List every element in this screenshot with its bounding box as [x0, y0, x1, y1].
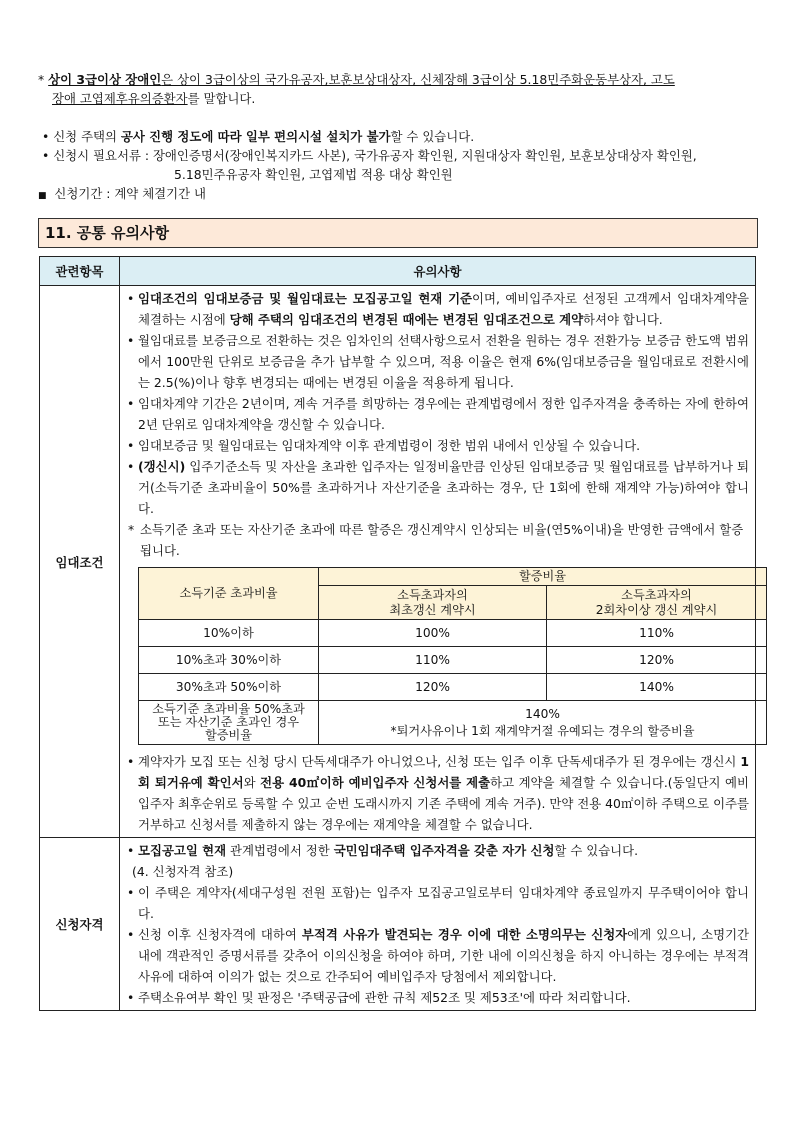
table-row: 10%이하 100% 110%: [139, 620, 767, 647]
table-header-row: [40, 257, 756, 286]
table-row: 10%초과 30%이하 110% 120%: [139, 647, 767, 674]
surcharge-header-rate: 할증비율: [319, 568, 767, 586]
bullet-construction: • 신청 주택의 공사 진행 정도에 따라 일부 편의시설 설치가 불가할 수 있습니다.: [38, 129, 475, 144]
list-item: • 신청 이후 신청자격에 대하여 부적격 사유가 발견되는 경우 이에 대한 소명의무는 신청자에게 있으니, 소명기간 내에 객관적인 증명서류를 갖추어 이의신청을 하여야 하며, 기한 내에 이의신청을 하지 아니하는 경우에는 부적격 사유에 대하여 이의가 없는 것으로 간주되어 예비입주자 당첨에서 제외합니다.: [124, 924, 749, 987]
surcharge-header-second: 소득초과자의 2회차이상 갱신 계약시: [547, 586, 767, 620]
surcharge-table: [138, 567, 767, 745]
category-lease: 임대조건: [40, 286, 120, 838]
table-row: [40, 286, 756, 838]
list-item: • 모집공고일 현재 관계법령에서 정한 국민임대주택 입주자격을 갖춘 자가 신청할 수 있습니다.: [124, 840, 749, 861]
surcharge-note: * 소득기준 초과 또는 자산기준 초과에 따른 할증은 갱신계약시 인상되는 비율(연5%이내)을 반영한 금액에서 할증됩니다.: [124, 519, 749, 561]
table-row: [40, 838, 756, 1011]
list-item: • 월임대료를 보증금으로 전환하는 것은 임차인의 선택사항으로서 전환을 원하는 경우 전환가능 보증금 한도액 범위에서 100만원 단위로 보증금을 추가 납부할 수 있으며, 적용 이율은 현재 6%(임대보증금을 월임대료로 전환시에는 2.5(%)이나 향후 변경되는 때에는 변경된 이율을 적용하게 됩니다.: [124, 330, 749, 393]
list-item: • (갱신시) 입주기준소득 및 자산을 초과한 입주자는 일정비율만큼 인상된 임대보증금 및 월임대료를 납부하거나 퇴거(소득기준 초과비율이 50%를 초과하거나 자산기준을 초과하는 경우, 단 1회에 한해 재계약 가능)하여야 합니다.: [124, 456, 749, 519]
note-bold: 상이 3급이상 장애인: [48, 72, 162, 87]
category-eligibility: 신청자격: [40, 838, 120, 1011]
table-row: 30%초과 50%이하 120% 140%: [139, 674, 767, 701]
header-item: 관련항목: [40, 257, 120, 286]
list-item: • 계약자가 모집 또는 신청 당시 단독세대주가 아니었으나, 신청 또는 입주 이후 단독세대주가 된 경우에는 갱신시 1회 퇴거유예 확인서와 전용 40㎡이하 예비입주자 신청서를 제출하고 계약을 체결할 수 있습니다.(동일단지 예비입주자 최후순위로 등록할 수 있고 순번 도래시까지 기존 주택에 계속 거주). 만약 전용 40㎡이하 주택으로 이주를 거부하고 신청서를 제출하지 않는 경우에는 재계약을 체결할 수 없습니다.: [124, 751, 749, 835]
surcharge-header-first: 소득초과자의 최초갱신 계약시: [319, 586, 547, 620]
list-item: • 임대차계약 기간은 2년이며, 계속 거주를 희망하는 경우에는 관계법령에서 정한 입주자격을 충족하는 자에 한하여 2년 단위로 임대차계약을 갱신할 수 있습니다.: [124, 393, 749, 435]
bullet-period: ■ 신청기간 : 계약 체결기간 내: [38, 186, 206, 201]
notice-table: [39, 256, 756, 1011]
list-item: • 주택소유여부 확인 및 판정은 '주택공급에 관한 규칙 제52조 및 제53조'에 따라 처리합니다.: [124, 987, 749, 1008]
bullet-documents: • 신청시 필요서류 : 장애인증명서(장애인복지카드 사본), 국가유공자 확인원, 지원대상자 확인원, 보훈보상대상자 확인원, 5.18민주유공자 확인원, 고엽제법 적용 대상 확인원: [38, 148, 697, 182]
list-item: • 임대조건의 임대보증금 및 월임대료는 모집공고일 현재 기준이며, 예비입주자로 선정된 고객께서 임대차계약을 체결하는 시점에 당해 주택의 임대조건의 변경된 때에는 변경된 임대조건으로 계약하셔야 합니다.: [124, 288, 749, 330]
header-notes: 유의사항: [120, 257, 756, 286]
section-title: 11. 공통 유의사항: [38, 218, 758, 248]
eligibility-reference: (4. 신청자격 참조): [132, 864, 234, 879]
table-row: 소득기준 초과비율 50%초과 또는 자산기준 초과인 경우 할증비율 140% *퇴거사유이나 1회 재계약거절 유예되는 경우의 할증비율: [139, 701, 767, 745]
intro-block: [38, 70, 756, 206]
disability-note: * 상이 3급이상 장애인은 상이 3급이상의 국가유공자,보훈보상대상자, 신체장해 3급이상 5.18민주화운동부상자, 고도 장애 고엽제후유의증환자를 말합니다.: [38, 72, 675, 106]
list-item: • 이 주택은 계약자(세대구성원 전원 포함)는 입주자 모집공고일로부터 임대차계약 종료일까지 무주택이어야 합니다.: [124, 882, 749, 924]
surcharge-header-ratio: 소득기준 초과비율: [139, 568, 319, 620]
list-item: • 임대보증금 및 월임대료는 임대차계약 이후 관계법령이 정한 범위 내에서 인상될 수 있습니다.: [124, 435, 749, 456]
note-star: *: [38, 72, 45, 87]
